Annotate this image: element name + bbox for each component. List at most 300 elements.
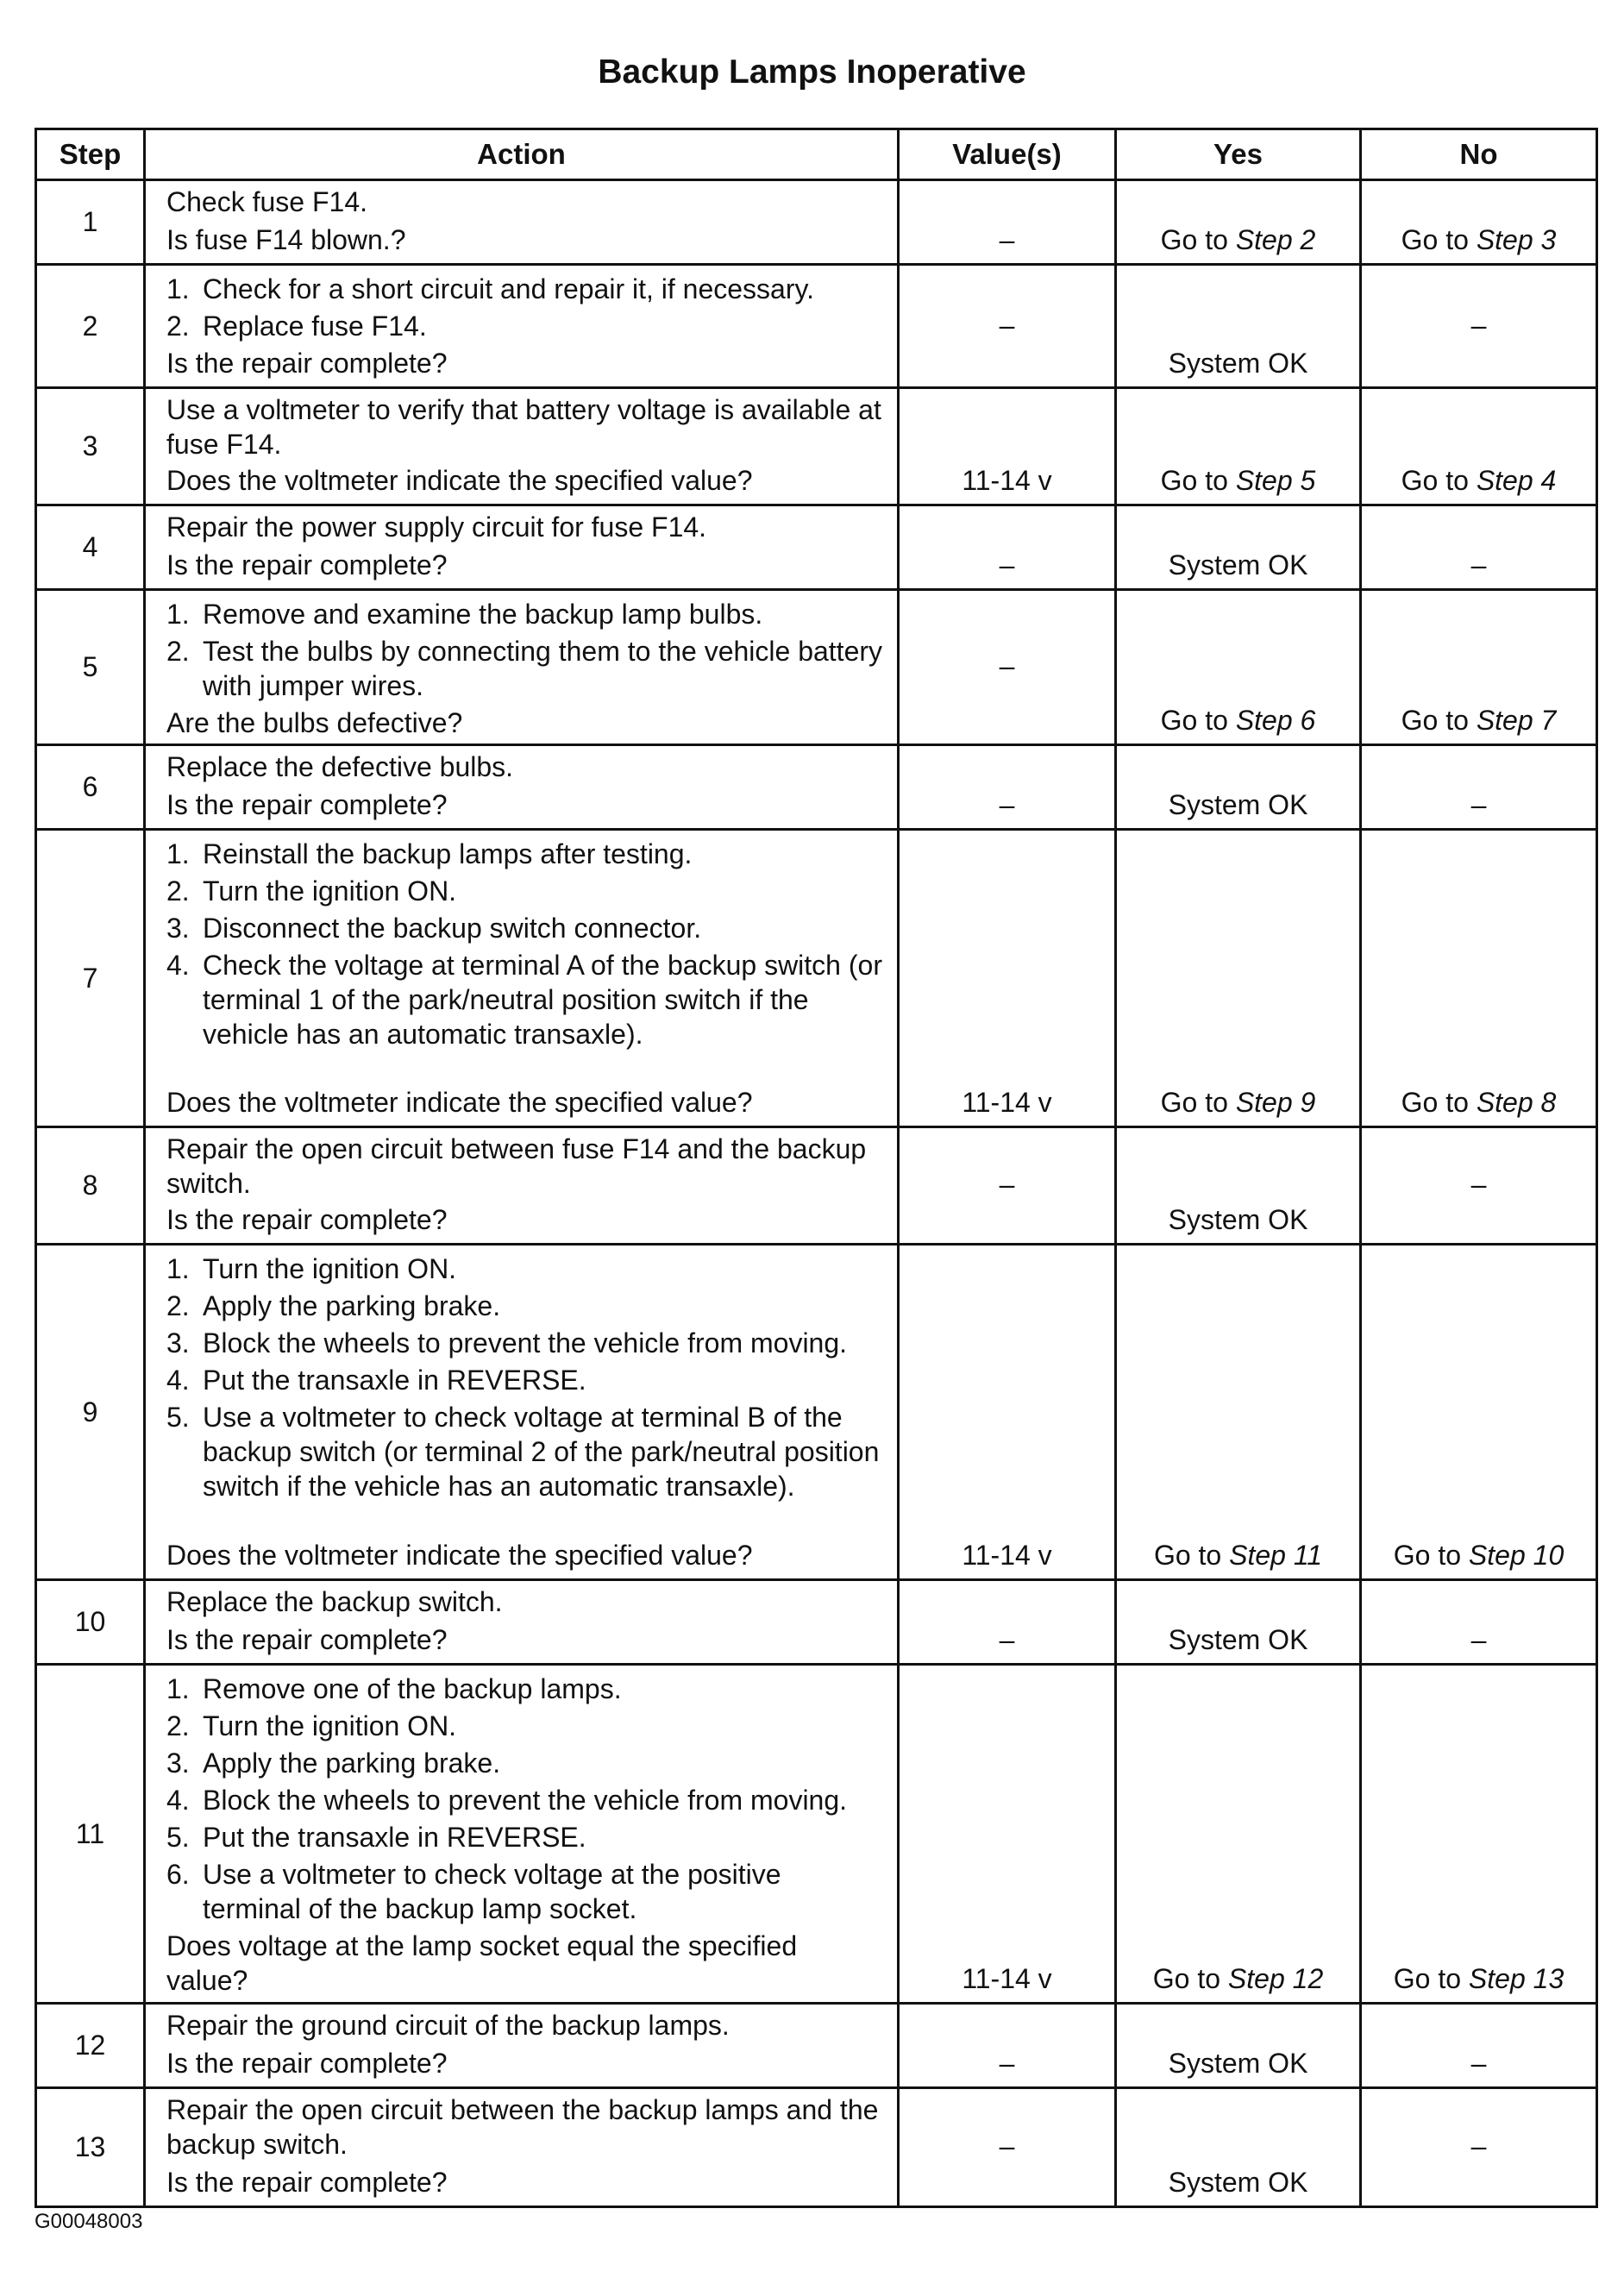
no-cell (1361, 2088, 1597, 2207)
value-cell (899, 590, 1116, 745)
action-text: Repair the power supply circuit for fuse F14. (166, 511, 707, 543)
action-question: Is the repair complete? (166, 2167, 448, 2198)
action-content (166, 1249, 883, 1572)
answer-text (1117, 548, 1359, 582)
item-text: Put the transaxle in REVERSE. (203, 1822, 586, 1853)
answer-label: Go to (1160, 1087, 1236, 1118)
yes-cell (1116, 180, 1361, 265)
answer-text (1117, 1538, 1359, 1572)
action-instructions (166, 750, 883, 784)
answer-text (1362, 1538, 1596, 1572)
answer-text (1362, 1167, 1596, 1202)
item-text: Reinstall the backup lamps after testing. (203, 838, 693, 869)
value-text: – (999, 549, 1015, 580)
answer-label: Go to (1160, 465, 1236, 496)
answer-wrap (1362, 2089, 1596, 2203)
table-row (36, 180, 1597, 265)
no-cell (1361, 1665, 1597, 2004)
header-step: Step (36, 129, 145, 180)
item-text: Turn the ignition ON. (203, 1710, 457, 1741)
yes-cell (1116, 265, 1361, 388)
answer-text (1362, 1622, 1596, 1657)
answer-text (1362, 787, 1596, 822)
answer-text (1117, 2046, 1359, 2080)
answer-wrap (1117, 2089, 1359, 2203)
answer-label: System OK (1168, 2048, 1308, 2079)
no-cell (1361, 745, 1597, 830)
answer-text (1117, 463, 1359, 498)
answer-wrap (1362, 181, 1596, 260)
action-list-item (166, 309, 883, 343)
answer-text (1362, 223, 1596, 257)
yes-cell (1116, 1580, 1361, 1665)
action-list-item (166, 597, 883, 631)
item-number: 2. (166, 311, 190, 342)
answer-label: Go to (1401, 1087, 1477, 1118)
value-wrap (900, 591, 1114, 741)
action-cell (145, 388, 899, 505)
table-row (36, 590, 1597, 745)
action-text: Repair the open circuit between fuse F14 and the backup switch. (166, 1133, 867, 1199)
answer-label: Go to (1401, 705, 1477, 736)
answer-label: – (1470, 789, 1487, 820)
header-yes: Yes (1116, 129, 1361, 180)
answer-wrap (1117, 2005, 1359, 2084)
answer-text (1117, 346, 1359, 380)
no-cell (1361, 388, 1597, 505)
step-number: 6 (36, 745, 145, 830)
action-list-item (166, 874, 883, 908)
action-instructions (166, 185, 883, 219)
answer-wrap (1117, 181, 1359, 260)
value-wrap (900, 389, 1114, 501)
answer-wrap (1362, 746, 1596, 825)
answer-text (1362, 548, 1596, 582)
answer-label: System OK (1168, 348, 1308, 379)
no-cell (1361, 180, 1597, 265)
step-reference: Step 9 (1235, 1087, 1316, 1118)
action-text: Repair the open circuit between the backup lamps and the backup switch. (166, 2094, 879, 2160)
answer-text (1362, 2129, 1596, 2163)
item-text: Turn the ignition ON. (203, 1253, 457, 1284)
answer-text (1117, 787, 1359, 822)
answer-label: System OK (1168, 1204, 1308, 1235)
answer-text (1117, 1202, 1359, 1237)
item-number: 4. (166, 1365, 190, 1396)
action-content (166, 185, 883, 257)
value-cell (899, 2088, 1116, 2207)
answer-text (1117, 1961, 1359, 1996)
value-text: 11-14 v (962, 1540, 1052, 1571)
action-question: Is the repair complete? (166, 1204, 448, 1235)
answer-text (1362, 1085, 1596, 1120)
action-question: Is fuse F14 blown.? (166, 224, 406, 255)
value-text: 11-14 v (962, 1087, 1052, 1118)
answer-label: Go to (1160, 224, 1236, 255)
table-row (36, 1245, 1597, 1580)
action-cell (145, 1580, 899, 1665)
answer-wrap (1362, 591, 1596, 741)
table-row (36, 830, 1597, 1127)
value-text: – (999, 789, 1015, 820)
answer-text (1117, 2165, 1359, 2199)
answer-text (1362, 703, 1596, 737)
yes-cell (1116, 1245, 1361, 1580)
no-cell (1361, 1127, 1597, 1245)
action-list-item (166, 272, 883, 306)
item-text: Use a voltmeter to check voltage at the positive terminal of the backup lamp socket. (203, 1859, 781, 1924)
action-list-item (166, 1746, 883, 1780)
table-row (36, 505, 1597, 590)
action-list-item (166, 1783, 883, 1817)
item-number: 4. (166, 1785, 190, 1816)
action-content (166, 269, 883, 380)
value-cell (899, 180, 1116, 265)
answer-text (1117, 703, 1359, 737)
yes-cell (1116, 830, 1361, 1127)
action-instructions (166, 594, 883, 706)
item-text: Disconnect the backup switch connector. (203, 913, 702, 944)
answer-text (1117, 223, 1359, 257)
no-cell (1361, 505, 1597, 590)
value-text: – (999, 224, 1015, 255)
item-number: 1. (166, 1253, 190, 1284)
answer-text (1362, 1961, 1596, 1996)
item-text: Check the voltage at terminal A of the backup switch (or terminal 1 of the park/neutral position switch if the vehicle has an automatic transaxle). (203, 950, 882, 1050)
yes-cell (1116, 2004, 1361, 2088)
action-question: Is the repair complete? (166, 549, 448, 580)
action-text: Check fuse F14. (166, 186, 367, 217)
step-reference: Step 12 (1227, 1963, 1324, 1994)
table-body (36, 180, 1597, 2207)
item-number: 5. (166, 1822, 190, 1853)
action-content (166, 1669, 883, 1998)
answer-label: – (1470, 309, 1487, 341)
action-list-item (166, 1820, 883, 1854)
step-reference: Step 2 (1235, 224, 1316, 255)
value-cell (899, 388, 1116, 505)
item-number: 2. (166, 1290, 190, 1321)
item-number: 1. (166, 838, 190, 869)
answer-text (1117, 1622, 1359, 1657)
value-text: – (999, 309, 1015, 341)
value-cell (899, 1127, 1116, 1245)
yes-cell (1116, 2088, 1361, 2207)
item-text: Apply the parking brake. (203, 1748, 501, 1779)
action-text: Replace the backup switch. (166, 1586, 503, 1617)
yes-cell (1116, 505, 1361, 590)
value-wrap (900, 181, 1114, 260)
action-instructions (166, 392, 883, 461)
value-text: – (999, 1169, 1015, 1200)
action-question: Does the voltmeter indicate the specified value? (166, 1087, 753, 1118)
answer-wrap (1117, 506, 1359, 586)
answer-wrap (1362, 2005, 1596, 2084)
action-content (166, 1132, 883, 1237)
step-reference: Step 8 (1476, 1087, 1557, 1118)
header-no: No (1361, 129, 1597, 180)
action-question: Does the voltmeter indicate the specified value? (166, 465, 753, 496)
item-number: 3. (166, 913, 190, 944)
value-wrap (900, 746, 1114, 825)
action-list-item (166, 837, 883, 871)
step-number: 1 (36, 180, 145, 265)
answer-label: Go to (1160, 705, 1236, 736)
item-number: 3. (166, 1748, 190, 1779)
action-instructions (166, 1584, 883, 1619)
item-number: 1. (166, 1673, 190, 1704)
action-content (166, 834, 883, 1120)
step-reference: Step 11 (1229, 1540, 1323, 1571)
answer-wrap (1117, 1128, 1359, 1240)
item-text: Use a voltmeter to check voltage at terminal B of the backup switch (or terminal 2 of the park/neutral position switch if the vehicle has an automatic transaxle). (203, 1402, 880, 1502)
action-question: Does voltage at the lamp socket equal the specified value? (166, 1930, 798, 1996)
action-content (166, 594, 883, 740)
step-reference: Step 13 (1468, 1963, 1564, 1994)
item-text: Test the bulbs by connecting them to the vehicle battery with jumper wires. (203, 636, 883, 701)
action-list-item (166, 1672, 883, 1706)
item-text: Remove one of the backup lamps. (203, 1673, 622, 1704)
answer-wrap (1117, 1246, 1359, 1576)
action-list-item (166, 911, 883, 945)
no-cell (1361, 1245, 1597, 1580)
step-number: 2 (36, 265, 145, 388)
answer-label: System OK (1168, 2167, 1308, 2198)
value-wrap (900, 2005, 1114, 2084)
value-wrap (900, 1128, 1114, 1240)
action-content (166, 392, 883, 498)
answer-text (1362, 463, 1596, 498)
item-number: 2. (166, 875, 190, 907)
answer-wrap (1362, 506, 1596, 586)
action-instructions (166, 1132, 883, 1201)
step-number: 10 (36, 1580, 145, 1665)
value-cell (899, 745, 1116, 830)
value-cell (899, 1580, 1116, 1665)
answer-label: System OK (1168, 549, 1308, 580)
value-text: 11-14 v (962, 1963, 1052, 1994)
action-question: Is the repair complete? (166, 1624, 448, 1655)
action-list-item (166, 1709, 883, 1743)
action-text: Replace the defective bulbs. (166, 751, 514, 782)
item-text: Block the wheels to prevent the vehicle from moving. (203, 1327, 848, 1358)
answer-wrap (1117, 1666, 1359, 1999)
value-wrap (900, 2089, 1114, 2203)
answer-wrap (1117, 746, 1359, 825)
answer-wrap (1362, 1581, 1596, 1660)
item-text: Turn the ignition ON. (203, 875, 457, 907)
table-row (36, 1665, 1597, 2004)
table-row (36, 1127, 1597, 1245)
table-row (36, 745, 1597, 830)
action-list-item (166, 1363, 883, 1397)
answer-wrap (1362, 1128, 1596, 1240)
answer-label: Go to (1152, 1963, 1228, 1994)
answer-wrap (1362, 266, 1596, 384)
value-text: – (999, 650, 1015, 681)
item-text: Remove and examine the backup lamp bulbs. (203, 599, 763, 630)
table-row (36, 2088, 1597, 2207)
step-reference: Step 4 (1476, 465, 1557, 496)
answer-label: Go to (1153, 1540, 1230, 1571)
answer-wrap (1362, 389, 1596, 501)
table-row (36, 1580, 1597, 1665)
yes-cell (1116, 745, 1361, 830)
action-instructions (166, 1669, 883, 1929)
action-content (166, 2093, 883, 2199)
action-content (166, 750, 883, 822)
answer-label: Go to (1401, 465, 1477, 496)
step-number: 3 (36, 388, 145, 505)
answer-label: Go to (1401, 224, 1477, 255)
action-list-item (166, 634, 883, 703)
step-number: 11 (36, 1665, 145, 2004)
action-instructions (166, 269, 883, 346)
item-number: 6. (166, 1859, 190, 1890)
value-text: – (999, 2130, 1015, 2162)
action-cell (145, 745, 899, 830)
action-instructions (166, 2008, 883, 2042)
yes-cell (1116, 1665, 1361, 2004)
step-number: 7 (36, 830, 145, 1127)
answer-wrap (1362, 1246, 1596, 1576)
action-list-item (166, 1289, 883, 1323)
action-cell (145, 2004, 899, 2088)
step-number: 12 (36, 2004, 145, 2088)
action-text: Repair the ground circuit of the backup lamps. (166, 2010, 730, 2041)
figure-id: G00048003 (34, 2210, 143, 2233)
step-reference: Step 6 (1235, 705, 1316, 736)
no-cell (1361, 2004, 1597, 2088)
action-list-item (166, 1252, 883, 1286)
item-text: Put the transaxle in REVERSE. (203, 1365, 586, 1396)
answer-label: Go to (1393, 1540, 1469, 1571)
step-reference: Step 7 (1476, 705, 1557, 736)
action-cell (145, 265, 899, 388)
yes-cell (1116, 590, 1361, 745)
item-text: Block the wheels to prevent the vehicle from moving. (203, 1785, 848, 1816)
answer-label: – (1470, 549, 1487, 580)
answer-text (1117, 1085, 1359, 1120)
action-cell (145, 1127, 899, 1245)
action-content (166, 2008, 883, 2080)
step-reference: Step 10 (1468, 1540, 1564, 1571)
step-reference: Step 5 (1235, 465, 1316, 496)
value-cell (899, 830, 1116, 1127)
header-values: Value(s) (899, 129, 1116, 180)
answer-wrap (1117, 831, 1359, 1123)
answer-wrap (1117, 266, 1359, 384)
step-number: 13 (36, 2088, 145, 2207)
table-header-row (36, 129, 1597, 180)
action-cell (145, 180, 899, 265)
yes-cell (1116, 388, 1361, 505)
value-cell (899, 2004, 1116, 2088)
value-text: – (999, 1624, 1015, 1655)
item-number: 2. (166, 1710, 190, 1741)
answer-label: – (1470, 1169, 1487, 1200)
answer-text (1362, 2046, 1596, 2080)
table-row (36, 2004, 1597, 2088)
action-question: Is the repair complete? (166, 789, 448, 820)
action-cell (145, 590, 899, 745)
no-cell (1361, 590, 1597, 745)
answer-label: System OK (1168, 789, 1308, 820)
answer-label: System OK (1168, 1624, 1308, 1655)
value-text: 11-14 v (962, 465, 1052, 496)
item-number: 1. (166, 599, 190, 630)
action-question: Is the repair complete? (166, 2048, 448, 2079)
action-list-item (166, 1400, 883, 1503)
step-number: 9 (36, 1245, 145, 1580)
answer-wrap (1362, 831, 1596, 1123)
value-cell (899, 505, 1116, 590)
answer-text (1362, 308, 1596, 342)
action-cell (145, 2088, 899, 2207)
action-content (166, 1584, 883, 1657)
action-cell (145, 505, 899, 590)
item-text: Apply the parking brake. (203, 1290, 501, 1321)
table-row (36, 388, 1597, 505)
no-cell (1361, 830, 1597, 1127)
action-question: Is the repair complete? (166, 348, 448, 379)
action-instructions (166, 834, 883, 1054)
value-wrap (900, 506, 1114, 586)
answer-label: Go to (1393, 1963, 1469, 1994)
item-number: 1. (166, 273, 190, 304)
table-row (36, 265, 1597, 388)
value-wrap (900, 1581, 1114, 1660)
value-cell (899, 1245, 1116, 1580)
answer-label: – (1470, 2048, 1487, 2079)
header-action: Action (145, 129, 899, 180)
value-wrap (900, 266, 1114, 384)
value-cell (899, 265, 1116, 388)
action-list-item (166, 1326, 883, 1360)
no-cell (1361, 265, 1597, 388)
item-number: 4. (166, 950, 190, 981)
no-cell (1361, 1580, 1597, 1665)
value-wrap (900, 1246, 1114, 1576)
value-cell (899, 1665, 1116, 2004)
action-cell (145, 830, 899, 1127)
value-wrap (900, 831, 1114, 1123)
value-text: – (999, 2048, 1015, 2079)
answer-wrap (1117, 591, 1359, 741)
action-content (166, 510, 883, 582)
action-instructions (166, 2093, 883, 2162)
item-number: 3. (166, 1327, 190, 1358)
step-number: 5 (36, 590, 145, 745)
answer-wrap (1117, 389, 1359, 501)
action-question: Are the bulbs defective? (166, 707, 463, 738)
answer-wrap (1117, 1581, 1359, 1660)
step-reference: Step 3 (1476, 224, 1557, 255)
answer-wrap (1362, 1666, 1596, 1999)
step-number: 4 (36, 505, 145, 590)
action-cell (145, 1665, 899, 2004)
answer-label: – (1470, 2130, 1487, 2162)
action-text: Use a voltmeter to verify that battery voltage is available at fuse F14. (166, 394, 881, 460)
item-number: 2. (166, 636, 190, 667)
item-number: 5. (166, 1402, 190, 1433)
action-cell (145, 1245, 899, 1580)
page-title: Backup Lamps Inoperative (598, 53, 1026, 91)
yes-cell (1116, 1127, 1361, 1245)
action-list-item (166, 948, 883, 1051)
answer-label: – (1470, 1624, 1487, 1655)
value-wrap (900, 1666, 1114, 1999)
